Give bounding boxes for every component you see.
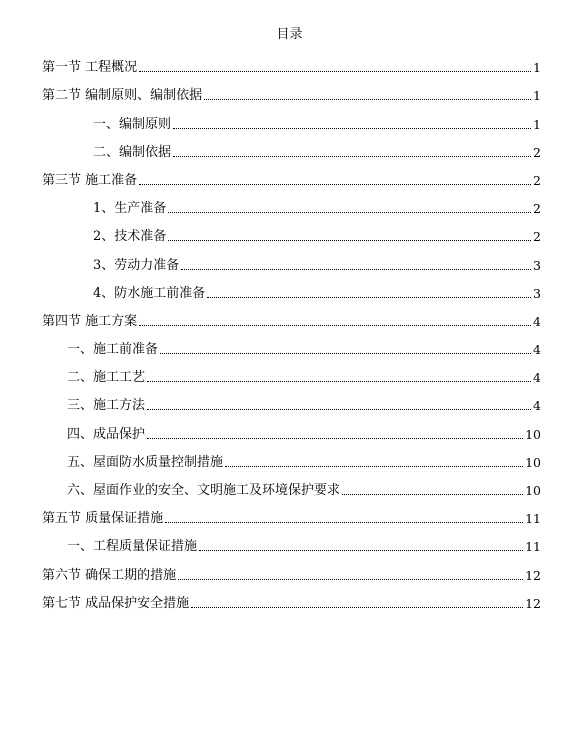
toc-entry-label: 四、成品保护 [67, 426, 146, 442]
toc-entry-page: 4 [533, 342, 541, 358]
toc-entry-label: 3、劳动力准备 [93, 257, 180, 273]
toc-entry-label: 五、屋面防水质量控制措施 [67, 454, 224, 470]
dot-leader [342, 493, 523, 495]
toc-entry-label: 一、施工前准备 [67, 342, 159, 358]
toc-entry-page: 11 [525, 539, 541, 555]
toc-entry-label: 第七节 成品保护安全措施 [42, 595, 190, 611]
toc-entry-subsection[interactable] [0, 106, 579, 134]
toc-entry-label: 1、生产准备 [93, 201, 167, 217]
toc-entry-subsection[interactable] [0, 388, 579, 416]
toc-entry-subsection[interactable] [0, 360, 579, 388]
toc-entry-page: 10 [525, 454, 541, 470]
toc-entry-page: 10 [525, 426, 541, 442]
toc-entry-section-4[interactable] [0, 304, 579, 332]
toc-entry-page: 11 [525, 511, 541, 527]
toc-entry-page: 1 [533, 116, 541, 132]
toc-entry-page: 2 [533, 144, 541, 160]
toc-entry-page: 2 [533, 172, 541, 188]
dot-leader [191, 606, 523, 608]
toc-entry-page: 4 [533, 398, 541, 414]
toc-entry-label: 2、技术准备 [93, 229, 167, 245]
toc-entry-label: 二、施工工艺 [67, 370, 146, 386]
dot-leader [168, 239, 531, 241]
toc-entry-section-1[interactable] [0, 50, 579, 78]
dot-leader [181, 268, 531, 270]
dot-leader [165, 521, 523, 523]
dot-leader [173, 155, 531, 157]
toc-entry-label: 第一节 工程概况 [42, 60, 138, 76]
toc-entry-page: 4 [533, 313, 541, 329]
toc-list [0, 50, 579, 614]
toc-entry-section-2[interactable] [0, 78, 579, 106]
toc-entry-page: 3 [533, 285, 541, 301]
toc-entry-page: 3 [533, 257, 541, 273]
dot-leader [139, 70, 531, 72]
dot-leader [168, 211, 531, 213]
dot-leader [204, 98, 531, 100]
toc-entry-label: 第六节 确保工期的措施 [42, 567, 177, 583]
toc-entry-page: 12 [525, 567, 541, 583]
toc-entry-page: 4 [533, 370, 541, 386]
toc-entry-subsection[interactable] [0, 445, 579, 473]
toc-entry-page: 2 [533, 201, 541, 217]
toc-entry-subsection[interactable] [0, 247, 579, 275]
toc-entry-label: 第四节 施工方案 [42, 313, 138, 329]
toc-entry-subsection[interactable] [0, 416, 579, 444]
dot-leader [199, 549, 523, 551]
toc-entry-page: 10 [525, 483, 541, 498]
toc-entry-label: 三、施工方法 [67, 398, 146, 414]
toc-entry-subsection[interactable] [0, 529, 579, 557]
toc-entry-section-7[interactable] [0, 586, 579, 614]
dot-leader [139, 324, 531, 326]
toc-entry-label: 二、编制依据 [93, 144, 172, 160]
dot-leader [225, 465, 523, 467]
toc-entry-label: 4、防水施工前准备 [93, 285, 206, 301]
dot-leader [173, 127, 531, 129]
toc-title: 目录 [276, 27, 303, 42]
toc-entry-section-6[interactable] [0, 557, 579, 585]
toc-entry-label: 第三节 施工准备 [42, 172, 138, 188]
toc-entry-label: 第二节 编制原则、编制依据 [42, 88, 203, 104]
toc-entry-subsection[interactable] [0, 135, 579, 163]
toc-entry-section-5[interactable] [0, 501, 579, 529]
toc-entry-label: 第五节 质量保证措施 [42, 511, 164, 527]
toc-entry-subsection[interactable] [0, 219, 579, 247]
toc-entry-subsection[interactable] [0, 191, 579, 219]
toc-entry-label: 一、工程质量保证措施 [67, 539, 198, 555]
dot-leader [147, 408, 531, 410]
toc-entry-section-3[interactable] [0, 163, 579, 191]
dot-leader [147, 437, 523, 439]
toc-entry-subsection[interactable] [0, 473, 579, 501]
toc-entry-label: 六、屋面作业的安全、文明施工及环境保护要求 [67, 483, 341, 498]
dot-leader [160, 352, 531, 354]
toc-entry-page: 1 [533, 60, 541, 76]
toc-entry-page: 2 [533, 229, 541, 245]
toc-entry-subsection[interactable] [0, 332, 579, 360]
dot-leader [207, 296, 531, 298]
toc-entry-page: 1 [533, 88, 541, 104]
toc-entry-page: 12 [525, 595, 541, 611]
toc-entry-label: 一、编制原则 [93, 116, 172, 132]
dot-leader [139, 183, 531, 185]
dot-leader [147, 380, 531, 382]
dot-leader [178, 578, 523, 580]
toc-entry-subsection[interactable] [0, 276, 579, 304]
